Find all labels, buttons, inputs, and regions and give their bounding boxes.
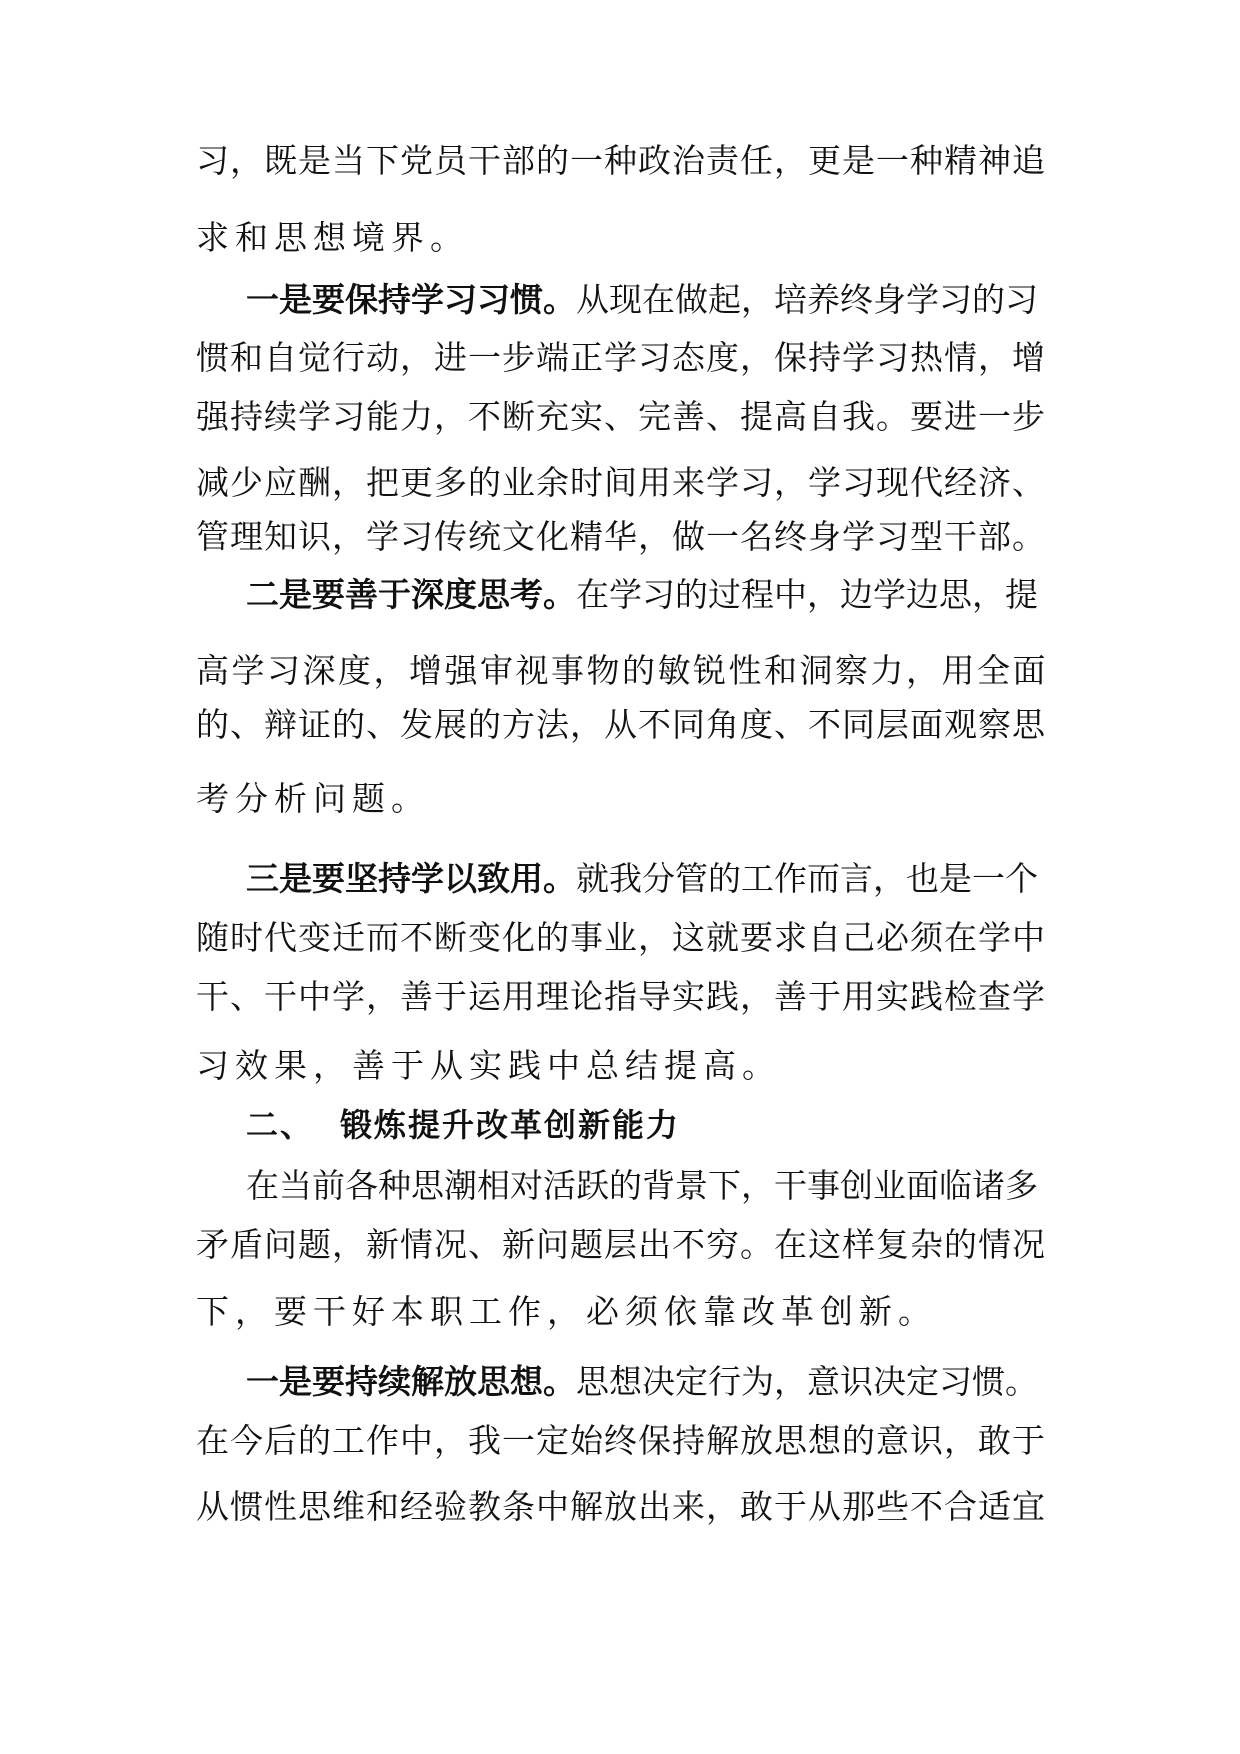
paragraph-line: 考分析问题。 (196, 779, 430, 818)
paragraph-line: 高学习深度，增强审视事物的敏锐性和洞察力，用全面 (196, 651, 1048, 690)
paragraph-first-line (246, 859, 1038, 898)
paragraph-text: 从现在做起，培养终身学习的习 (576, 280, 1038, 319)
paragraph-line: 习效果，善于从实践中总结提高。 (196, 1046, 781, 1085)
paragraph-first-line (246, 280, 1038, 319)
paragraph-line: 从惯性思维和经验教条中解放出来，敢于从那些不合适宜 (196, 1487, 1046, 1526)
paragraph-first-line: 在当前各种思潮相对活跃的背景下，干事创业面临诸多 (246, 1166, 1038, 1205)
paragraph-first-line (246, 1362, 1038, 1401)
paragraph-line: 强持续学习能力，不断充实、完善、提高自我。要进一步 (196, 397, 1046, 436)
paragraph-first-line (246, 575, 1038, 614)
paragraph-line: 习，既是当下党员干部的一种政治责任，更是一种精神追 (196, 141, 1046, 180)
paragraph-line: 下，要干好本职工作，必须依靠改革创新。 (196, 1292, 937, 1331)
paragraph-line: 求和思想境界。 (196, 218, 469, 257)
paragraph-line: 惯和自觉行动，进一步端正学习态度，保持学习热情，增 (196, 338, 1046, 377)
paragraph-lead: 一是要持续解放思想。 (246, 1362, 576, 1401)
paragraph-line: 随时代变迁而不断变化的事业，这就要求自己必须在学中 (196, 918, 1046, 957)
section-number: 二、 (246, 1106, 315, 1144)
paragraph-lead: 二是要善于深度思考。 (246, 575, 576, 614)
paragraph-line: 在今后的工作中，我一定始终保持解放思想的意识，敢于 (196, 1421, 1046, 1460)
section-heading (246, 1106, 681, 1144)
paragraph-text: 思想决定行为，意识决定习惯。 (576, 1362, 1038, 1401)
paragraph-line: 管理知识，学习传统文化精华，做一名终身学习型干部。 (196, 517, 1046, 556)
paragraph-line: 干、干中学，善于运用理论指导实践，善于用实践检查学 (196, 977, 1046, 1016)
paragraph-text: 就我分管的工作而言，也是一个 (576, 859, 1038, 898)
paragraph-line: 减少应酬，把更多的业余时间用来学习，学习现代经济、 (196, 463, 1046, 502)
paragraph-line: 的、辩证的、发展的方法，从不同角度、不同层面观察思 (196, 705, 1046, 744)
paragraph-lead: 三是要坚持学以致用。 (246, 859, 576, 898)
section-title: 锻炼提升改革创新能力 (340, 1106, 681, 1144)
paragraph-text: 在学习的过程中，边学边思，提 (576, 575, 1038, 614)
paragraph-lead: 一是要保持学习习惯。 (246, 280, 576, 319)
paragraph-line: 矛盾问题，新情况、新问题层出不穷。在这样复杂的情况 (196, 1225, 1046, 1264)
